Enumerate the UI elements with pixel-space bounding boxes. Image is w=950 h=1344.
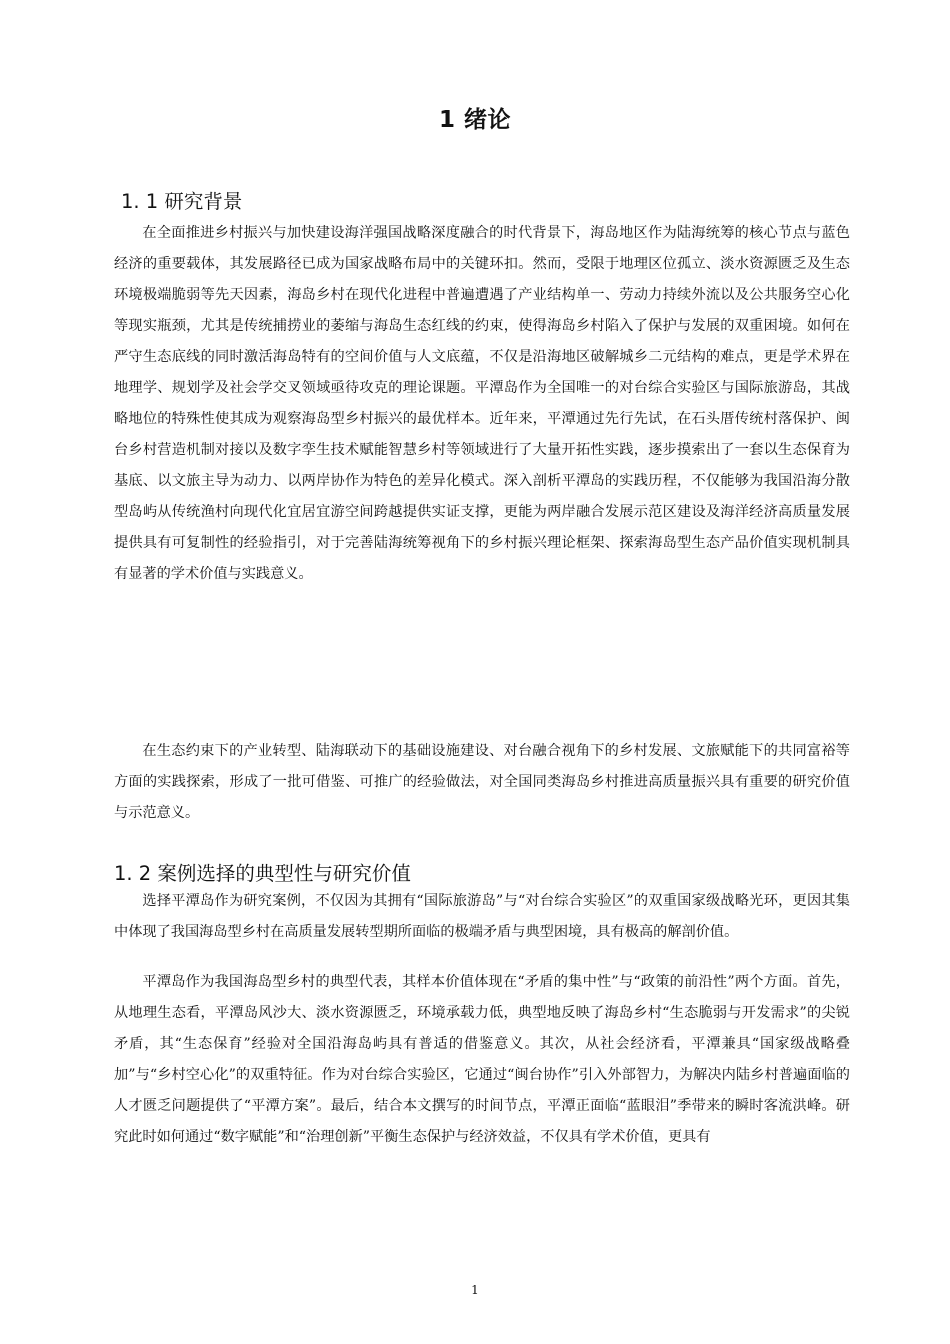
paragraph: 在生态约束下的产业转型、陆海联动下的基础设施建设、对台融合视角下的乡村发展、文旅赋能下的共同富裕等方面的实践探索，形成了一批可借鉴、可推广的经验做法，对全国同类海岛乡村推进高质量振兴具有重要的研究价值与示范意义。 (114, 743, 850, 821)
chapter-title: 1 绪论 (438, 107, 511, 133)
section-heading-research-background: 1. 1 研究背景 (121, 190, 243, 213)
paragraph: 选择平潭岛作为研究案例，不仅因为其拥有“国际旅游岛”与“对台综合实验区”的双重国家级战略光环，更因其集中体现了我国海岛型乡村在高质量发展转型期所面临的极端矛盾与典型困境，具有极高的解剖价值。 (114, 893, 850, 940)
paragraph: 平潭岛作为我国海岛型乡村的典型代表，其样本价值体现在“矛盾的集中性”与“政策的前沿性”两个方面。首先，从地理生态看，平潭岛风沙大、淡水资源匮乏，环境承载力低，典型地反映了海岛乡村“生态脆弱与开发需求”的尖锐矛盾，其“生态保育”经验对全国沿海岛屿具有普适的借鉴意义。其次，从社会经济看，平潭兼具“国家级战略叠加”与“乡村空心化”的双重特征。作为对台综合实验区，它通过“闽台协作”引入外部智力，为解决内陆乡村普遍面临的人才匮乏问题提供了“平潭方案”。最后，结合本文撰写的时间节点，平潭正面临“蓝眼泪”季带来的瞬时客流洪峰。研究此时如何通过“数字赋能”和“治理创新”平衡生态保护与经济效益，不仅具有学术价值，更具有 (114, 974, 850, 1145)
page-number: 1 (471, 1283, 479, 1297)
section-heading-case-selection: 1. 2 案例选择的典型性与研究价值 (114, 862, 411, 885)
paragraph: 在全面推进乡村振兴与加快建设海洋强国战略深度融合的时代背景下，海岛地区作为陆海统筹的核心节点与蓝色经济的重要载体，其发展路径已成为国家战略布局中的关键环扣。然而，受限于地理区位孤立、淡水资源匮乏及生态环境极端脆弱等先天因素，海岛乡村在现代化进程中普遍遭遇了产业结构单一、劳动力持续外流以及公共服务空心化等现实瓶颈，尤其是传统捕捞业的萎缩与海岛生态红线的约束，使得海岛乡村陷入了保护与发展的双重困境。如何在严守生态底线的同时激活海岛特有的空间价值与人文底蕴，不仅是沿海地区破解城乡二元结构的难点，更是学术界在地理学、规划学及社会学交叉领域亟待攻克的理论课题。平潭岛作为全国唯一的对台综合实验区与国际旅游岛，其战略地位的特殊性使其成为观察海岛型乡村振兴的最优样本。近年来，平潭通过先行先试，在石头厝传统村落保护、闽台乡村营造机制对接以及数字孪生技术赋能智慧乡村等领域进行了大量开拓性实践，逐步摸索出了一套以生态保育为基底、以文旅主导为动力、以两岸协作为特色的差异化模式。深入剖析平潭岛的实践历程，不仅能够为我国沿海分散型岛屿从传统渔村向现代化宜居宜游空间跨越提供实证支撑，更能为两岸融合发展示范区建设及海洋经济高质量发展提供具有可复制性的经验指引，对于完善陆海统筹视角下的乡村振兴理论框架、探索海岛型生态产品价值实现机制具有显著的学术价值与实践意义。 (114, 225, 850, 582)
